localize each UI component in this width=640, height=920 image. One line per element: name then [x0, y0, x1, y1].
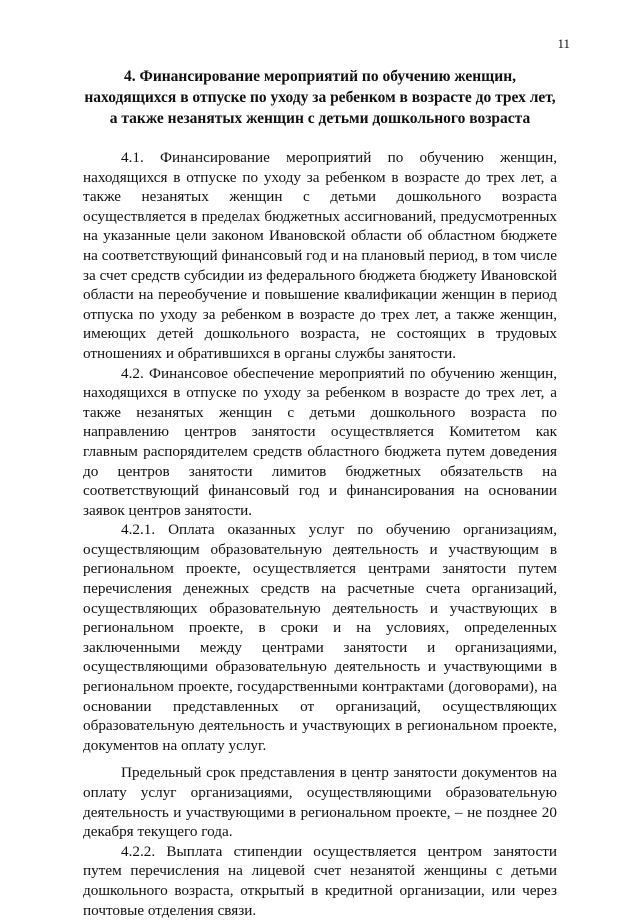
section-heading-line: находящихся в отпуске по уходу за ребенком в возрасте до трех лет, — [84, 89, 556, 106]
paragraph-4-2: 4.2. Финансовое обеспечение мероприятий по обучению женщин, находящихся в отпуске по уходу за ребенком в возрасте до трех лет, а также незанятых женщин с детьми дошкольного возраста по направлению центров занятости осуществляется Комитетом как главным распорядителем средств областного бюджета путем доведения до центров занятости лимитов бюджетных обязательств на соответствующий финансовый год и финансирования на основании заявок центров занятости. — [83, 364, 557, 519]
section-heading-line: а также незанятых женщин с детьми дошкольного возраста — [109, 110, 531, 127]
page-number: 11 — [557, 36, 570, 51]
paragraph-4-2-1: 4.2.1. Оплата оказанных услуг по обучению организациям, осуществляющим образовательную деятельность и участвующим в региональном проекте, осуществляется центрами занятости путем перечисления денежных средств на расчетные счета организаций, осуществляющих образовательную деятельность и участвующих в региональном проекте, в сроки и на условиях, определенных заключенными между центрами занятости и организациями, осуществляющими образовательную деятельность и участвующими в региональном проекте, государственными контрактами (договорами), на основании представленных от организаций, осуществляющих образовательную деятельность и участвующих в региональном проекте, документов на оплату услуг. — [83, 521, 557, 754]
section-heading-line: 4. Финансирование мероприятий по обучению женщин, — [124, 68, 516, 85]
document-body — [83, 148, 557, 920]
paragraph-4-2-2: 4.2.2. Выплата стипендии осуществляется центром занятости путем перечисления на лицевой счет незанятой женщины с детьми дошкольного возраста, открытый в кредитной организации, или через почтовые отделения связи. — [83, 842, 557, 919]
paragraph-4-1: 4.1. Финансирование мероприятий по обучению женщин, находящихся в отпуске по уходу за ребенком в возрасте до трех лет, а также незанятых женщин с детьми дошкольного возраста осуществляется в пределах бюджетных ассигнований, предусмотренных на указанные цели законом Ивановской области об областном бюджете на соответствующий финансовый год и на плановый период, в том числе за счет средств субсидии из федерального бюджета бюджету Ивановской области на переобучение и повышение квалификации женщин в период отпуска по уходу за ребенком в возрасте до трех лет, а также женщин, имеющих детей дошкольного возраста, не состоящих в трудовых отношениях и обратившихся в органы службы занятости. — [83, 149, 557, 362]
paragraph-deadline: Предельный срок представления в центр занятости документов на оплату услуг организациями, осуществляющими образовательную деятельность и участвующими в региональном проекте, – не позднее 20 декабря текущего года. — [83, 764, 557, 841]
section-heading — [80, 66, 560, 129]
